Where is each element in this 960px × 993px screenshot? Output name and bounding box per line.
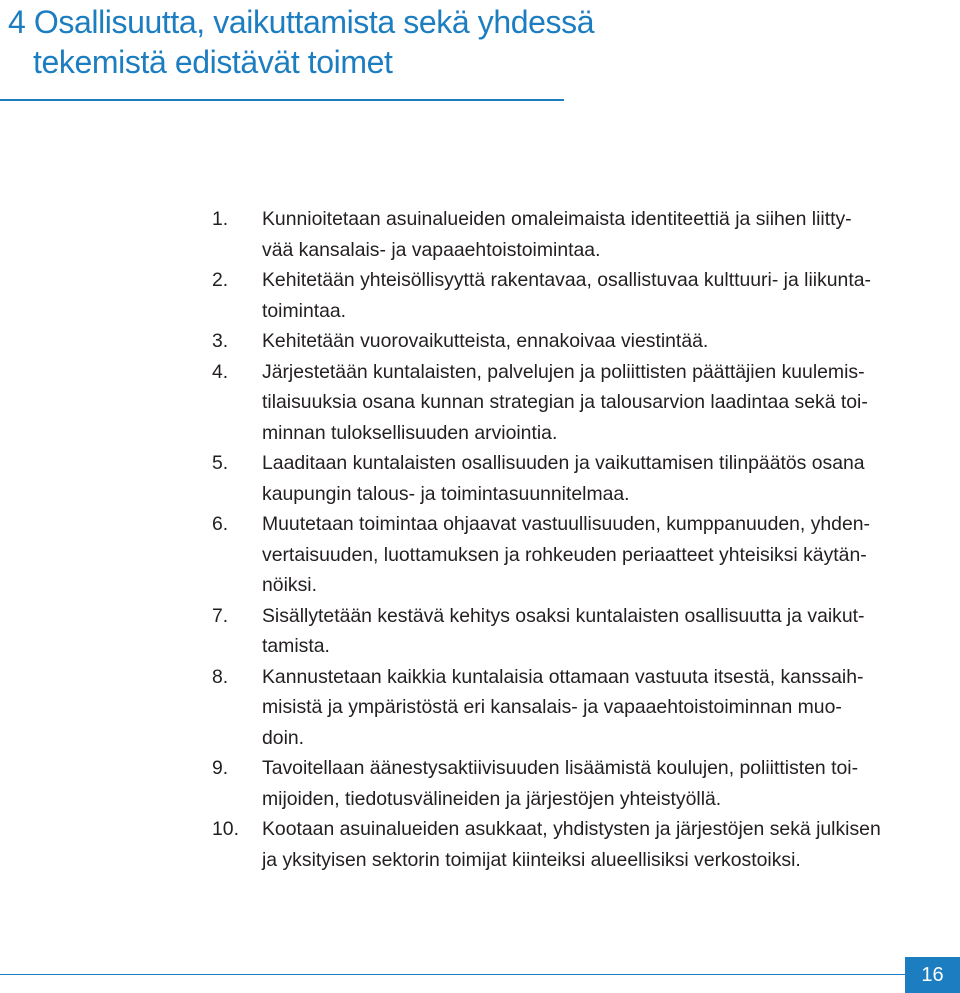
list-item-text (262, 509, 960, 601)
list-item-text-line: Muutetaan toimintaa ohjaavat vastuullisuuden, kumppanuuden, yhden- (262, 513, 870, 535)
heading-line-2: tekemistä edistävät toimet (33, 44, 393, 80)
list-item-text-line: ja yksityisen sektorin toimijat kiinteiksi alueellisiksi verkostoiksi. (262, 848, 801, 871)
list-item (212, 357, 960, 449)
list-item-text-line: kaupungin talous- ja toimintasuunnitelmaa. (262, 482, 630, 505)
list-item-number: 5. (212, 452, 229, 474)
list-item (212, 204, 960, 265)
list-item-number: 2. (212, 269, 229, 291)
list-item-text-line: Kannustetaan kaikkia kuntalaisia ottamaan vastuuta itsestä, kanssaih- (262, 665, 864, 688)
list-item-number: 6. (212, 513, 229, 535)
list-item-text (262, 753, 960, 814)
list-item-number: 3. (212, 330, 229, 352)
list-item (212, 753, 960, 814)
page-heading (8, 2, 594, 82)
list-item-text-line: Kunnioitetaan asuinalueiden omaleimaista identiteettiä ja siihen liitty- (262, 208, 852, 230)
list-item-text-line: vertaisuuden, luottamuksen ja rohkeuden periaatteet yhteisiksi käytän- (262, 543, 867, 566)
list-item (212, 448, 960, 509)
list-item-text-line: Tavoitellaan äänestysaktiivisuuden lisäämistä koulujen, poliittisten toi- (262, 757, 859, 779)
list-item-text-line: tilaisuuksia osana kunnan strategian ja talousarvion laadintaa sekä toi- (262, 391, 868, 413)
list-item-text (262, 448, 960, 509)
footer-rule (0, 974, 905, 975)
list-item-number: 7. (212, 604, 229, 627)
list-item-number: 9. (212, 757, 229, 779)
list-item (212, 814, 960, 875)
list-item-number: 4. (212, 360, 229, 383)
list-item-text-line: Kehitetään vuorovaikutteista, ennakoivaa viestintää. (262, 330, 709, 352)
list-item-text-line: doin. (262, 726, 305, 749)
goal-list (212, 204, 960, 875)
list-item-text-line: vää kansalais- ja vapaaehtoistoimintaa. (262, 238, 601, 261)
list-item-number: 1. (212, 208, 229, 230)
list-item-text (262, 204, 960, 265)
list-item-text-line: misistä ja ympäristöstä eri kansalais- ja vapaaehtoistoiminnan muo- (262, 696, 842, 718)
list-item (212, 509, 960, 601)
list-item-number: 8. (212, 665, 229, 688)
list-item-text (262, 601, 960, 662)
list-item-text-line: nöiksi. (262, 574, 317, 596)
heading-line-1: 4 Osallisuutta, vaikuttamista sekä yhdessä (8, 4, 595, 40)
list-item (212, 326, 960, 357)
list-item-text-line: Sisällytetään kestävä kehitys osaksi kuntalaisten osallisuutta ja vaikut- (262, 604, 865, 627)
list-item-text (262, 326, 960, 357)
page-number: 16 (921, 963, 944, 986)
list-item-text-line: minnan tuloksellisuuden arviointia. (262, 421, 558, 444)
list-item-number: 10. (212, 818, 239, 840)
list-item-text-line: mijoiden, tiedotusvälineiden ja järjestöjen yhteistyöllä. (262, 787, 722, 810)
list-item-text (262, 357, 960, 449)
list-item (212, 662, 960, 754)
list-item-text-line: Kehitetään yhteisöllisyyttä rakentavaa, osallistuvaa kulttuuri- ja liikunta- (262, 269, 871, 291)
list-item-text-line: Laaditaan kuntalaisten osallisuuden ja vaikuttamisen tilinpäätös osana (262, 452, 865, 474)
page-number-box (905, 957, 960, 993)
list-item (212, 601, 960, 662)
list-item-text (262, 814, 960, 875)
list-item-text (262, 265, 960, 326)
list-item-text-line: tamista. (262, 635, 330, 657)
list-item-text-line: Kootaan asuinalueiden asukkaat, yhdistysten ja järjestöjen sekä julkisen (262, 818, 881, 840)
list-item (212, 265, 960, 326)
heading-underline (0, 99, 564, 101)
list-item-text-line: toimintaa. (262, 299, 347, 322)
list-item-text-line: Järjestetään kuntalaisten, palvelujen ja poliittisten päättäjien kuulemis- (262, 360, 865, 383)
list-item-text (262, 662, 960, 754)
